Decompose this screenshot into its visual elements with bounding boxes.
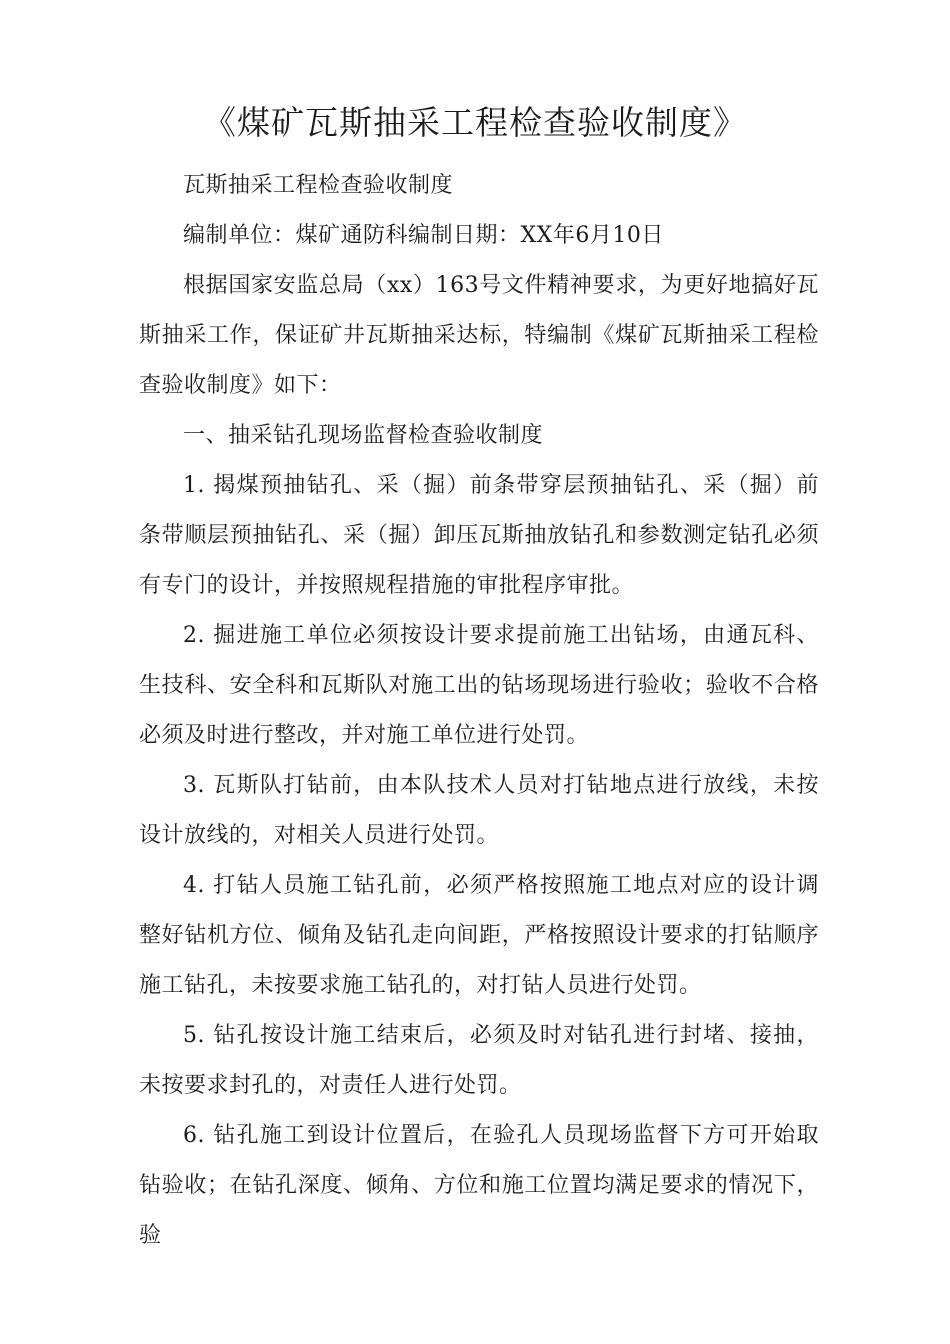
clause-4-paragraph: 4. 打钻人员施工钻孔前，必须严格按照施工地点对应的设计调整好钻机方位、倾角及钻孔走向间距，严格按照设计要求的打钻顺序施工钻孔，未按要求施工钻孔的，对打钻人员进行处罚。: [139, 873, 819, 998]
clause-6-paragraph: 6. 钻孔施工到设计位置后，在验孔人员现场监督下方可开始取钻验收；在钻孔深度、倾角、方位和施工位置均满足要求的情况下，验: [139, 1123, 819, 1248]
document-body: [139, 161, 819, 1261]
clause-3-paragraph: 3. 瓦斯队打钻前，由本队技术人员对打钻地点进行放线，未按设计放线的，对相关人员进行处罚。: [139, 773, 819, 848]
section-heading: 一、抽采钻孔现场监督检查验收制度: [183, 423, 544, 448]
intro-paragraph: 根据国家安监总局（xx）163号文件精神要求，为更好地搞好瓦斯抽采工作，保证矿井瓦斯抽采达标，特编制《煤矿瓦斯抽采工程检查验收制度》如下：: [139, 273, 819, 398]
clause-2-paragraph: 2. 掘进施工单位必须按设计要求提前施工出钻场，由通瓦科、生技科、安全科和瓦斯队对施工出的钻场现场进行验收；验收不合格必须及时进行整改，并对施工单位进行处罚。: [139, 623, 819, 748]
author-date-paragraph: 编制单位：煤矿通防科编制日期：XX年6月10日: [183, 223, 664, 248]
subtitle-paragraph: 瓦斯抽采工程检查验收制度: [183, 173, 454, 198]
clause-5-paragraph: 5. 钻孔按设计施工结束后，必须及时对钻孔进行封堵、接抽，未按要求封孔的，对责任人进行处罚。: [139, 1023, 819, 1098]
clause-1-paragraph: 1. 揭煤预抽钻孔、采（掘）前条带穿层预抽钻孔、采（掘）前条带顺层预抽钻孔、采（掘）卸压瓦斯抽放钻孔和参数测定钻孔必须有专门的设计，并按照规程措施的审批程序审批。: [139, 473, 819, 598]
document-title: 《煤矿瓦斯抽采工程检查验收制度》: [203, 103, 747, 142]
